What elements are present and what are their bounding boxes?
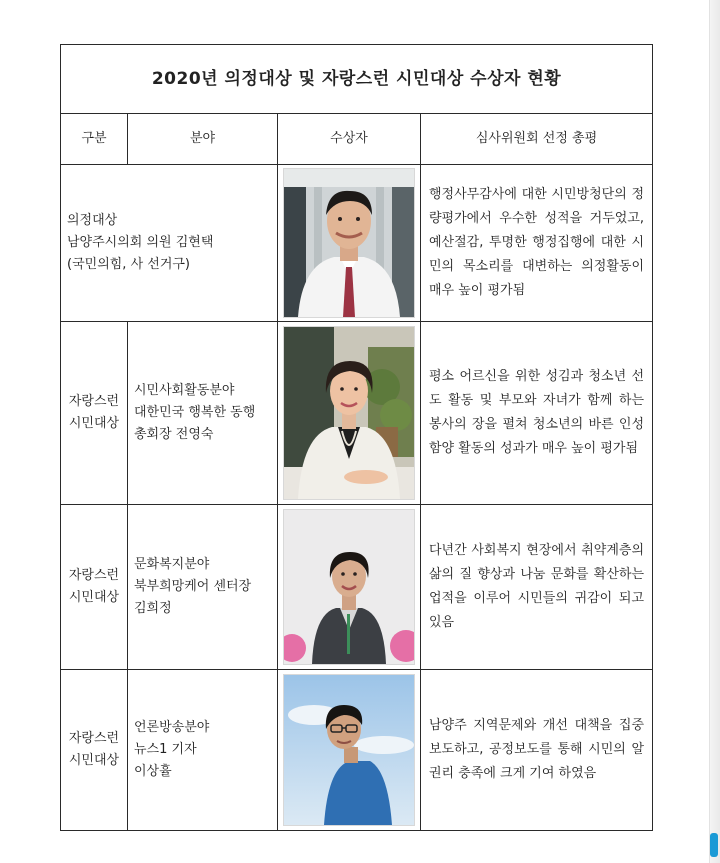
award-table — [60, 44, 653, 831]
category-cell — [61, 670, 128, 831]
winner-name-line: 남양주시의회 의원 김현택 — [67, 235, 214, 250]
winner-photo-cell — [278, 670, 421, 831]
category-line: 시민대상 — [68, 753, 120, 768]
header-category: 구분 — [61, 114, 128, 165]
category-cell — [61, 322, 128, 505]
header-field: 분야 — [128, 114, 278, 165]
table-row — [61, 165, 653, 322]
table-row — [61, 670, 653, 831]
organization-line: 뉴스1 기자 — [134, 742, 197, 757]
scroll-handle[interactable] — [710, 833, 718, 857]
header-review: 심사위원회 선정 총평 — [421, 114, 653, 165]
category-field-cell — [61, 165, 278, 322]
party-line: (국민의힘, 사 선거구) — [67, 257, 191, 272]
field-cell — [128, 505, 278, 670]
review-text: 평소 어르신을 위한 성김과 청소년 선도 활동 및 부모와 자녀가 함께 하는 봉사의 장을 펼쳐 청소년의 바른 인성 함양 활동의 성과가 매우 높이 평가됨 — [421, 322, 653, 505]
winner-photo-cell — [278, 505, 421, 670]
portrait-woman-dark-jacket — [283, 509, 415, 665]
portrait-man-white-shirt-tie — [283, 168, 415, 318]
field-cell — [128, 670, 278, 831]
winner-photo-cell — [278, 165, 421, 322]
review-text: 다년간 사회복지 현장에서 취약계층의 삶의 질 향상과 나눔 문화를 확산하는 업적을 이루어 시민들의 귀감이 되고 있음 — [421, 505, 653, 670]
winner-name-line: 이상휼 — [134, 764, 172, 779]
page-edge — [709, 0, 720, 863]
organization-line: 북부희망케어 센터장 — [134, 579, 252, 594]
winner-photo-cell — [278, 322, 421, 505]
header-winner: 수상자 — [278, 114, 421, 165]
organization-line: 대한민국 행복한 동행 — [134, 405, 256, 420]
field-line: 시민사회활동분야 — [134, 383, 235, 398]
category-line: 자랑스런 — [68, 731, 120, 746]
review-text: 남양주 지역문제와 개선 대책을 집중보도하고, 공정보도를 통해 시민의 알권리 충족에 크게 기여 하였음 — [421, 670, 653, 831]
review-text: 행정사무감사에 대한 시민방청단의 정량평가에서 우수한 성적을 거두었고, 예산절감, 투명한 행정집행에 대한 시민의 목소리를 대변하는 의정활동이 매우 높이 평가됨 — [421, 165, 653, 322]
portrait-woman-white-jacket — [283, 326, 415, 500]
category-line: 시민대상 — [68, 416, 120, 431]
field-line: 문화복지분야 — [134, 557, 210, 572]
category-line: 자랑스런 — [68, 394, 120, 409]
category-line: 시민대상 — [68, 590, 120, 605]
category-line: 자랑스런 — [68, 568, 120, 583]
table-row — [61, 322, 653, 505]
table-title: 2020년 의정대상 및 자랑스런 시민대상 수상자 현황 — [61, 45, 653, 114]
winner-name-line: 김희정 — [134, 601, 172, 616]
field-line: 언론방송분야 — [134, 720, 210, 735]
field-cell — [128, 322, 278, 505]
table-row — [61, 505, 653, 670]
winner-name-line: 총회장 전영숙 — [134, 427, 214, 442]
category-cell — [61, 505, 128, 670]
portrait-man-blue-shirt-sky — [283, 674, 415, 826]
category-line: 의정대상 — [67, 213, 118, 228]
